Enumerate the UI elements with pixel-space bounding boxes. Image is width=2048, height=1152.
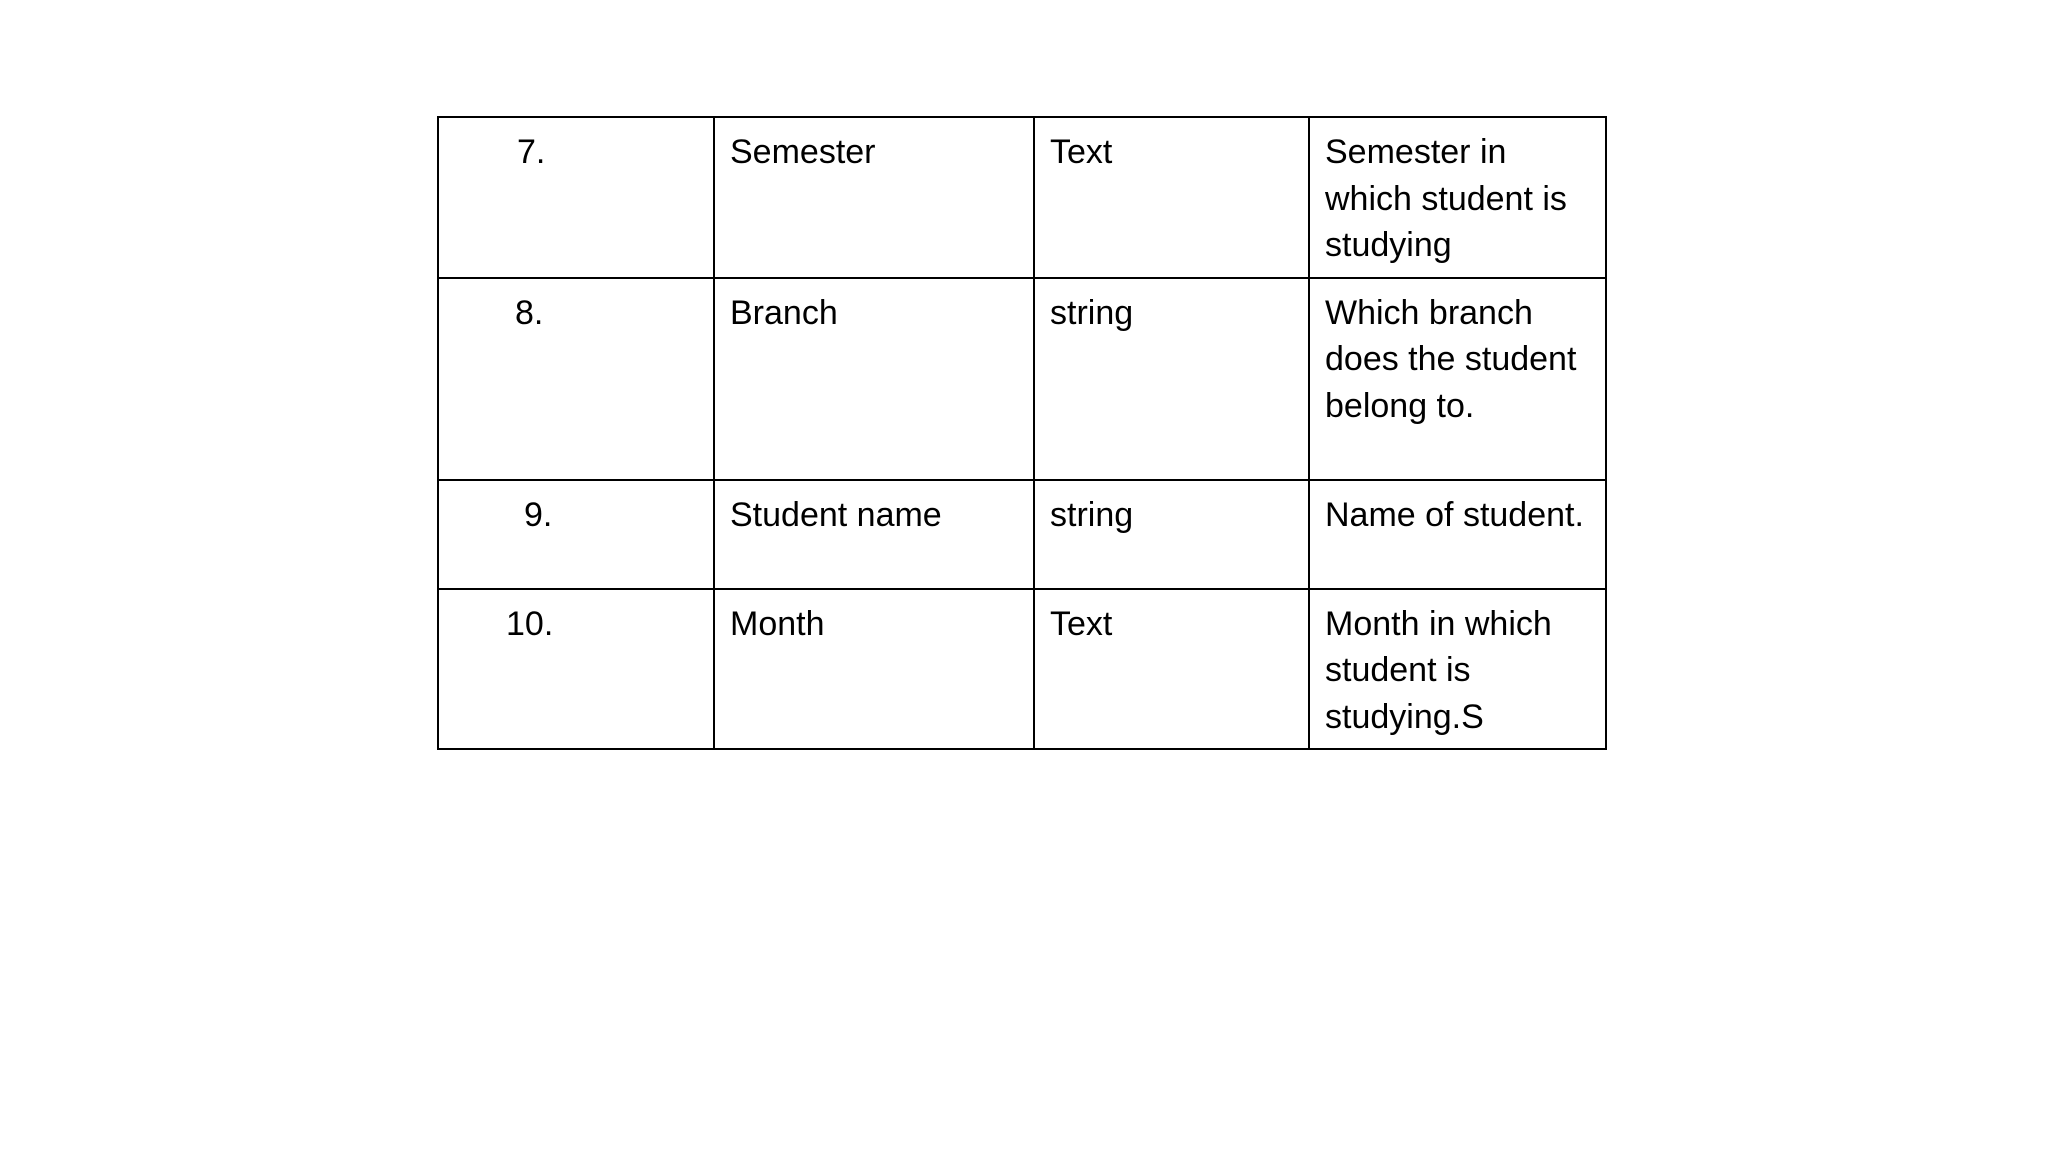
description-cell: Month in which student is studying.S bbox=[1309, 589, 1606, 750]
table-row bbox=[438, 480, 1606, 589]
row-number: 9. bbox=[524, 495, 553, 534]
table-row bbox=[438, 278, 1606, 480]
field-name-cell: Semester bbox=[714, 117, 1034, 278]
data-type-cell: string bbox=[1034, 480, 1309, 589]
row-number: 10. bbox=[506, 604, 554, 643]
description-cell: Name of student. bbox=[1309, 480, 1606, 589]
data-dictionary-table bbox=[437, 116, 1607, 750]
data-type-cell: Text bbox=[1034, 589, 1309, 750]
data-type-cell: Text bbox=[1034, 117, 1309, 278]
field-name-cell: Student name bbox=[714, 480, 1034, 589]
row-number-cell bbox=[438, 117, 714, 278]
description-cell: Which branch does the student belong to. bbox=[1309, 278, 1606, 480]
field-name-cell: Branch bbox=[714, 278, 1034, 480]
row-number-cell bbox=[438, 589, 714, 750]
row-number: 8. bbox=[515, 293, 544, 332]
row-number-cell bbox=[438, 480, 714, 589]
table-row bbox=[438, 589, 1606, 750]
data-type-cell: string bbox=[1034, 278, 1309, 480]
description-cell: Semester in which student is studying bbox=[1309, 117, 1606, 278]
row-number: 7. bbox=[517, 133, 546, 171]
row-number-cell bbox=[438, 278, 714, 480]
field-name-cell: Month bbox=[714, 589, 1034, 750]
table-row bbox=[438, 117, 1606, 278]
